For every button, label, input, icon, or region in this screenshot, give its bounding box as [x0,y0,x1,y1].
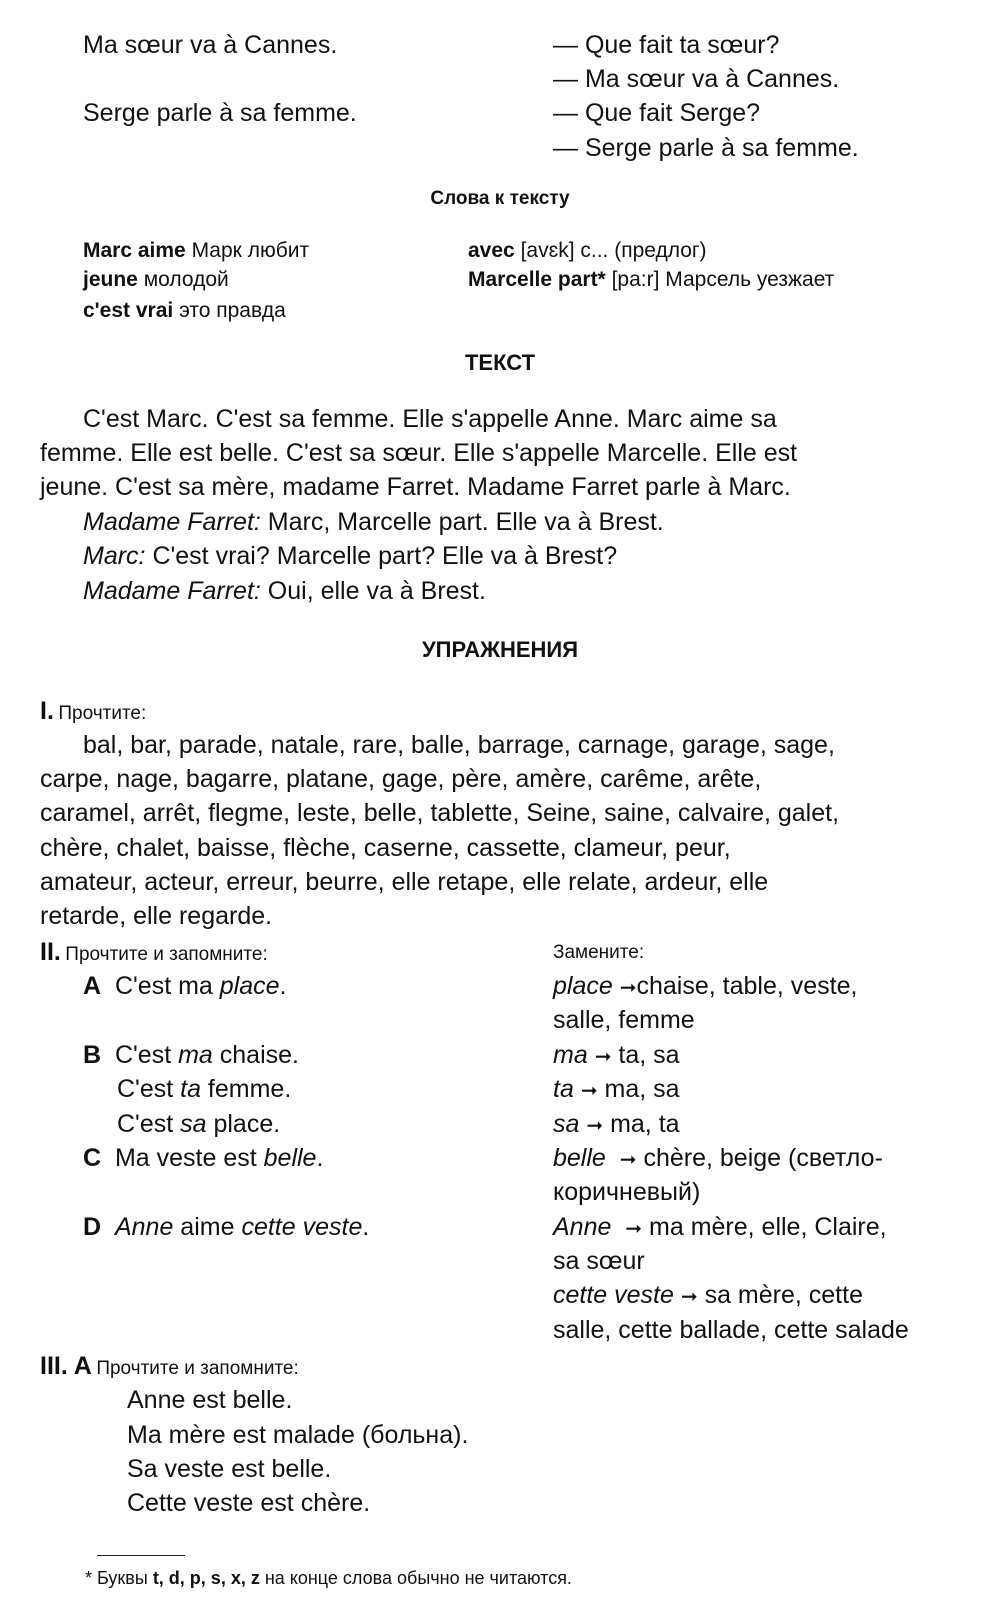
replacement-cont: salle, femme [553,1006,695,1034]
arrow-right-icon: ➞ [594,1046,612,1068]
text-title: ТЕКСТ [464,350,536,375]
word-line: chère, chalet, baisse, flèche, caserne, cassette, clameur, peur, [40,834,731,862]
speaker: Madame Farret: [83,577,261,605]
arrow-right-icon: ➞ [625,1218,643,1240]
example-b-line: C'est sa place. [117,1110,281,1138]
exercise-instruction: Прочтите и запомните: [96,1358,299,1379]
exercise-number: I. [40,697,54,725]
replacement: cette veste ➞ sa mère, cette [553,1281,863,1309]
word-line: carpe, nage, bagarre, platane, gage, père, amère, carême, arête, [40,765,762,793]
text-line-3: jeune. C'est sa mère, madame Farret. Madame Farret parle à Marc. [40,473,791,501]
exercise-instruction: Прочтите и запомните: [65,944,268,965]
replacement-cont: коричневый) [553,1178,701,1206]
example-d: D Anne aime cette veste. [83,1213,370,1241]
exercise-2-header [40,938,268,968]
example-b-line: C'est ta femme. [117,1075,292,1103]
vocab-entry: Marcelle part* [pa:r] Марсель уезжает [468,268,835,291]
footnote: * Буквы t, d, p, s, x, z на конце слова обычно не читаются. [85,1568,572,1588]
arrow-right-icon: ➞ [580,1080,598,1102]
dialogue-line: Madame Farret: Oui, elle va à Brest. [83,577,486,605]
exercise-number: III. A [40,1352,92,1380]
arrow-right-icon: ➞ [680,1286,698,1308]
word-line: caramel, arrêt, flegme, leste, belle, tablette, Seine, saine, calvaire, galet, [40,799,840,827]
word-line: bal, bar, parade, natale, rare, balle, barrage, carnage, garage, sage, [83,731,835,759]
replacement: ta ➞ ma, sa [553,1075,680,1103]
exercise-instruction: Прочтите: [58,703,147,724]
text-line-1: C'est Marc. C'est sa femme. Elle s'appelle Anne. Marc aime sa [83,405,777,433]
replacement-cont: salle, cette ballade, cette salade [553,1316,909,1344]
example-left-1: Ma sœur va à Cannes. [83,31,338,59]
arrow-right-icon: ➞ [619,977,637,999]
replacement-cont: sa sœur [553,1247,645,1275]
vocab-entry: Marc aime Марк любит [83,239,310,262]
vocab-title: Слова к тексту [430,188,570,209]
replacement: place ➞chaise, table, veste, [553,972,858,1000]
footnote-divider [97,1555,185,1556]
vocab-entry: avec [avɛk] с... (предлог) [468,239,707,262]
memorize-line: Cette veste est chère. [127,1489,371,1517]
example-left-2: Serge parle à sa femme. [83,99,357,127]
example-right-2: — Ma sœur va à Cannes. [553,65,840,93]
exercise-1-header [40,697,146,727]
exercise-3-header [40,1352,299,1382]
word-line: amateur, acteur, erreur, beurre, elle retape, elle relate, ardeur, elle [40,868,769,896]
dialogue-line: Marc: C'est vrai? Marcelle part? Elle va à Brest? [83,542,618,570]
exercise-number: II. [40,938,61,966]
example-right-4: — Serge parle à sa femme. [553,134,859,162]
text-line-2: femme. Elle est belle. C'est sa sœur. Elle s'appelle Marcelle. Elle est [40,439,798,467]
replacement: ma ➞ ta, sa [553,1041,680,1069]
speaker: Madame Farret: [83,508,261,536]
vocab-entry: c'est vrai это правда [83,299,286,322]
example-a: A C'est ma place. [83,972,287,1000]
example-right-3: — Que fait Serge? [553,99,761,127]
speaker: Marc: [83,542,146,570]
example-b: B C'est ma chaise. [83,1041,299,1069]
example-right-1: — Que fait ta sœur? [553,31,780,59]
example-c: C Ma veste est belle. [83,1144,324,1172]
replacement: Anne ➞ ma mère, elle, Claire, [553,1213,887,1241]
arrow-right-icon: ➞ [619,1149,637,1171]
replace-label: Замените: [553,942,645,963]
memorize-line: Sa veste est belle. [127,1455,332,1483]
word-line: retarde, elle regarde. [40,902,273,930]
replacement: belle ➞ chère, beige (светло- [553,1144,883,1172]
exercises-title: УПРАЖНЕНИЯ [421,637,579,662]
memorize-line: Ma mère est malade (больна). [127,1421,469,1449]
memorize-line: Anne est belle. [127,1386,293,1414]
vocab-entry: jeune молодой [83,268,229,291]
replacement: sa ➞ ma, ta [553,1110,680,1138]
dialogue-line: Madame Farret: Marc, Marcelle part. Elle va à Brest. [83,508,664,536]
arrow-right-icon: ➞ [586,1115,604,1137]
